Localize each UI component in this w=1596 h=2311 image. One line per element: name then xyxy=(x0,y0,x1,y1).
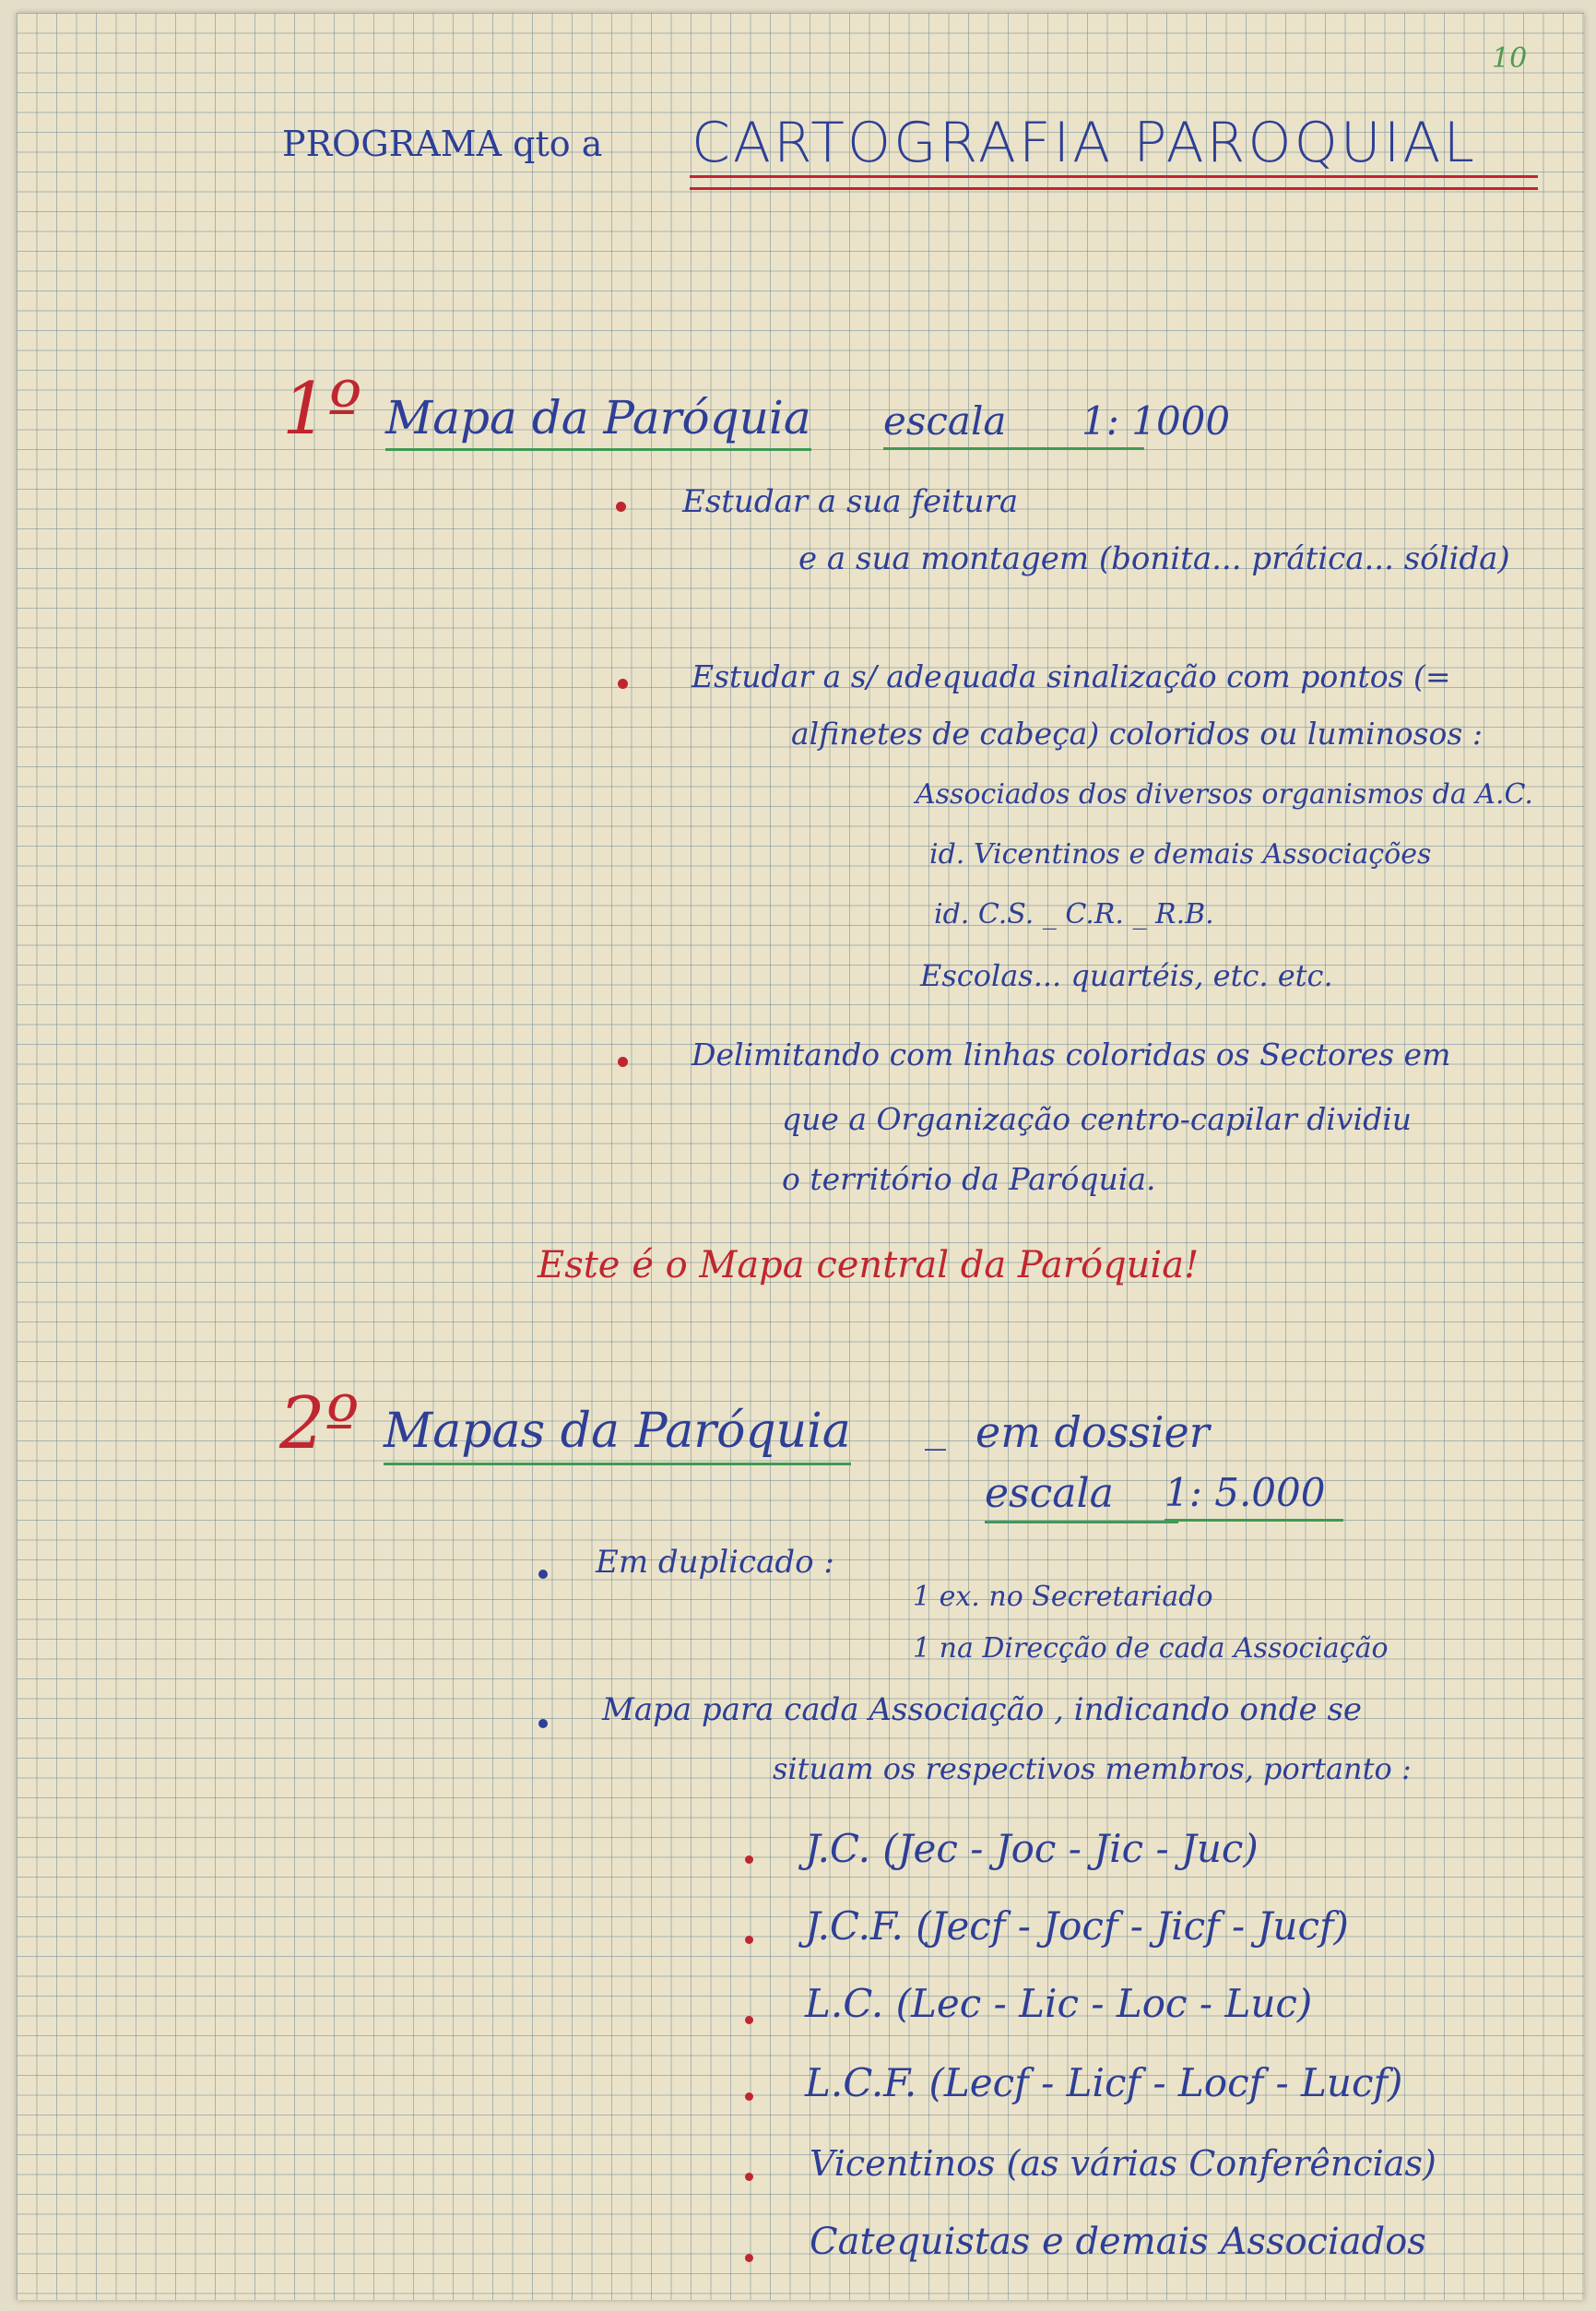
section2-scale-value: 1: 5.000 xyxy=(1164,1470,1343,1522)
title-double-underline xyxy=(690,175,1538,190)
s1-item2-line5: id. C.S. _ C.R. _ R.B. xyxy=(934,898,1214,930)
s1-item2-line4: id. Vicentinos e demais Associações xyxy=(929,838,1432,871)
page-number: 10 xyxy=(1492,42,1528,75)
s1-item2-line6: Escolas... quartéis, etc. etc. xyxy=(920,958,1333,993)
s1-item1-line2: e a sua montagem (bonita... prática... sólida) xyxy=(798,540,1510,577)
section1-scale-label: escala xyxy=(883,398,1144,450)
section1-number: 1º xyxy=(282,368,362,451)
group-item: L.C. (Lec - Lic - Loc - Luc) xyxy=(805,1981,1313,2026)
group-item: J.C. (Jec - Joc - Jic - Juc) xyxy=(805,1826,1259,1871)
map-line-2: situam os respectivos membros, portanto : xyxy=(773,1751,1412,1786)
section1-note: Este é o Mapa central da Paróquia! xyxy=(538,1244,1200,1286)
bullet-dot xyxy=(538,1719,548,1728)
section2-number: 2º xyxy=(279,1382,360,1465)
section2-heading: Mapas da Paróquia xyxy=(384,1404,851,1465)
document-title: CARTOGRAFIA PAROQUIAL xyxy=(692,111,1477,175)
bullet-dot xyxy=(616,502,626,512)
bullet-dot xyxy=(618,1057,628,1067)
group-item: J.C.F. (Jecf - Jocf - Jicf - Jucf) xyxy=(805,1903,1349,1949)
bullet-dot xyxy=(745,1936,753,1944)
section1-scale-value: 1: 1000 xyxy=(1082,398,1231,444)
group-item: L.C.F. (Lecf - Licf - Locf - Lucf) xyxy=(805,2060,1403,2105)
bullet-dot xyxy=(745,2016,753,2024)
s1-item3-line3: o território da Paróquia. xyxy=(782,1161,1156,1197)
header-prefix: PROGRAMA qto a xyxy=(282,124,603,164)
s1-item2-line1: Estudar a s/ adequada sinalização com pontos (= xyxy=(692,658,1451,694)
s1-item1-line1: Estudar a sua feitura xyxy=(682,483,1019,520)
bullet-dot xyxy=(745,2173,753,2181)
duplicate-item-1: 1 ex. no Secretariado xyxy=(913,1581,1213,1613)
group-item: Vicentinos (as várias Conferências) xyxy=(810,2143,1436,2184)
duplicate-label: Em duplicado : xyxy=(596,1544,834,1581)
duplicate-item-2: 1 na Direcção de cada Associação xyxy=(913,1632,1389,1665)
section1-heading: Mapa da Paróquia xyxy=(385,391,811,451)
bullet-dot xyxy=(538,1570,548,1579)
section2-dash: _ xyxy=(925,1401,946,1451)
bullet-dot xyxy=(745,2092,753,2101)
section2-scale-label: escala xyxy=(985,1470,1178,1523)
bullet-dot xyxy=(618,679,628,689)
group-item: Catequistas e demais Associados xyxy=(810,2221,1426,2263)
s1-item2-line2: alfinetes de cabeça) coloridos ou luminosos : xyxy=(791,716,1483,752)
s1-item3-line1: Delimitando com linhas coloridas os Sectores em xyxy=(692,1037,1451,1073)
map-line-1: Mapa para cada Associação , indicando onde se xyxy=(602,1691,1363,1728)
notebook-page xyxy=(17,13,1584,2300)
s1-item2-line3: Associados dos diversos organismos da A.C. xyxy=(916,778,1533,811)
section2-subheading: em dossier xyxy=(975,1407,1210,1457)
bullet-dot xyxy=(745,1855,753,1864)
s1-item3-line2: que a Organização centro-capilar dividiu xyxy=(782,1101,1413,1137)
bullet-dot xyxy=(745,2254,753,2262)
